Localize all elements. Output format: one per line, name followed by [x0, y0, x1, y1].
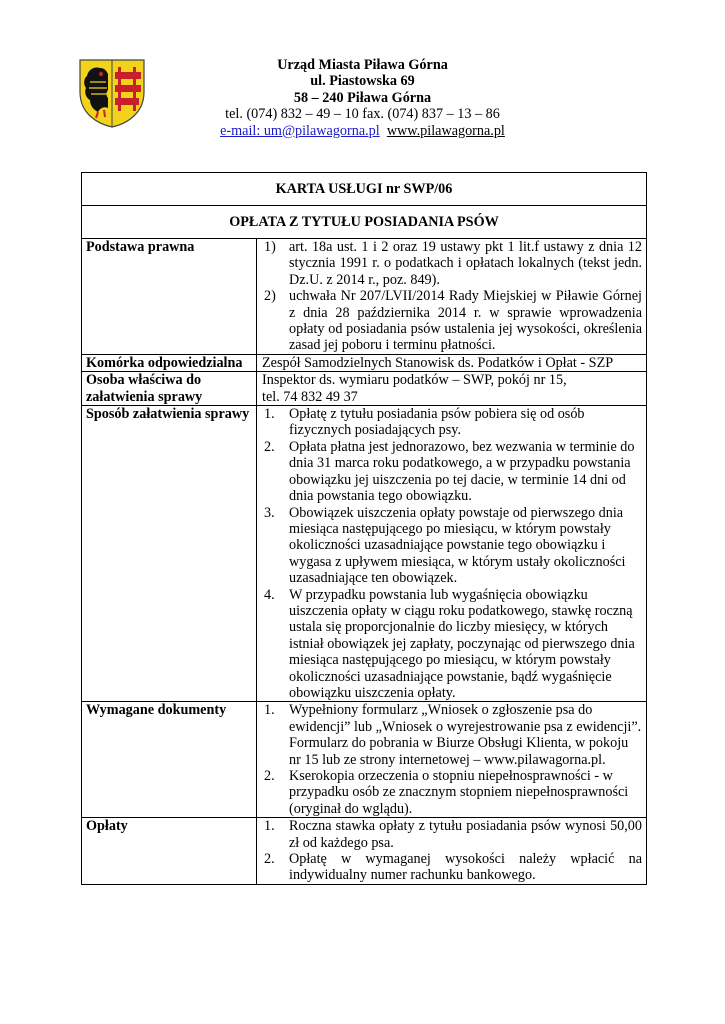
email-link[interactable]: e-mail: um@pilawagorna.pl: [220, 122, 380, 139]
row-legal-basis: [82, 239, 647, 355]
list-item: [262, 851, 642, 884]
item-number: 2): [264, 288, 276, 305]
card-title: [82, 173, 647, 206]
item-text: art. 18a ust. 1 i 2 oraz 19 ustawy pkt 1 lit.f ustawy z dnia 12 stycznia 1991 r. o podatkach i opłatach lokalnych (tekst jedn. Dz.U. z 2014 r., poz. 849).: [289, 239, 642, 288]
list-item: [262, 439, 642, 505]
office-city: 58 – 240 Piława Górna: [293, 89, 432, 106]
list-item: [262, 406, 642, 439]
item-text: Opłata płatna jest jednorazowo, bez wezwania w terminie do dnia 31 marca roku podatkowego, a w przypadku powstania obowiązku jej uiszczenia po tej dacie, w terminie 14 dni od dnia powstania tego obowiązku.: [289, 438, 635, 505]
item-number: 1): [264, 239, 276, 255]
contact-person-position: Inspektor ds. wymiaru podatków – SWP, pokój nr 15,: [262, 372, 567, 389]
office-name: Urząd Miasta Piława Górna: [277, 57, 448, 73]
item-number: 1.: [264, 702, 275, 719]
item-text: W przypadku powstania lub wygaśnięcia obowiązku uiszczenia opłaty w ciągu roku podatkowego, stawkę roczną ustala się proporcjonalnie do liczby miesięcy, w których istniał obowiązek jej zapłaty, poczynając od pierwszego dnia miesiąca następującego po miesiącu, w którym powstały okoliczności uzasadniające powstanie, bądź wygaśnięcie obowiązku uiszczenia opłaty.: [289, 586, 635, 701]
service-card: [81, 172, 647, 885]
item-number: 2.: [264, 438, 275, 455]
list-item: [262, 768, 642, 817]
item-number: 1.: [264, 406, 275, 423]
label-procedure: Sposób załatwienia sprawy: [82, 406, 257, 702]
item-text: Opłatę w wymaganej wysokości należy wpłacić na indywidualny numer rachunku bankowego.: [289, 851, 642, 884]
label-legal-basis: Podstawa prawna: [82, 239, 257, 355]
label-responsible-unit: Komórka odpowiedzialna: [82, 354, 257, 371]
website-link[interactable]: www.pilawagorna.pl: [386, 122, 505, 139]
office-phone: tel. (074) 832 – 49 – 10 fax. (074) 837 – 13 – 86: [225, 106, 500, 123]
value-fees: [257, 818, 647, 885]
value-required-documents: [257, 702, 647, 818]
card-title-text: KARTA USŁUGI nr SWP/06: [275, 180, 453, 197]
item-number: 3.: [264, 504, 275, 521]
item-number: 2.: [264, 851, 275, 868]
item-text: Kserokopia orzeczenia o stopniu niepełnosprawności - w przypadku osób ze znacznym stopniem niepełnosprawności (oryginał do wglądu).: [289, 768, 629, 817]
list-item: [262, 288, 642, 354]
label-fees: Opłaty: [82, 818, 257, 885]
label-required-documents: Wymagane dokumenty: [82, 702, 257, 818]
value-responsible-unit: Zespół Samodzielnych Stanowisk ds. Podatków i Opłat - SZP: [257, 354, 647, 371]
list-item: [262, 505, 642, 587]
value-contact-person: [257, 372, 647, 406]
coat-of-arms-icon: [78, 58, 146, 128]
list-item: [262, 239, 642, 288]
value-legal-basis: [257, 239, 647, 355]
value-procedure: [257, 406, 647, 702]
list-item: [262, 702, 642, 768]
item-number: 4.: [264, 586, 275, 603]
label-contact-person: Osoba właściwa do załatwienia sprawy: [82, 372, 257, 406]
office-contact-links: [150, 123, 575, 139]
item-text: Roczna stawka opłaty z tytułu posiadania psów wynosi 50,00 zł od każdego psa.: [289, 818, 642, 851]
card-subtitle-text: OPŁATA Z TYTUŁU POSIADANIA PSÓW: [229, 213, 499, 230]
item-text: Opłatę z tytułu posiadania psów pobiera się od osób fizycznych posiadających psy.: [289, 406, 585, 439]
item-number: 2.: [264, 768, 275, 784]
row-responsible-unit: [82, 354, 647, 371]
item-text: uchwała Nr 207/LVII/2014 Rady Miejskiej w Piławie Górnej z dnia 28 października 2014 r. w sprawie wprowadzenia opłaty od posiadania psów ustalenia jej wysokości, określenia zasad jej poboru i terminu płatności.: [289, 288, 642, 354]
row-contact-person: [82, 372, 647, 406]
row-required-documents: [82, 702, 647, 818]
row-fees: [82, 818, 647, 885]
office-street: ul. Piastowska 69: [310, 73, 415, 90]
list-item: [262, 587, 642, 702]
office-header: [150, 57, 575, 139]
item-number: 1.: [264, 818, 275, 835]
contact-person-phone: tel. 74 832 49 37: [262, 388, 358, 405]
item-text: Wypełniony formularz „Wniosek o zgłoszenie psa do ewidencji” lub „Wniosek o wyrejestrowanie psa z ewidencji”. Formularz do pobrania w Biurze Obsługi Klienta, w pokoju nr 15 lub ze strony internetowej – www.pilawagorna.pl.: [289, 702, 642, 768]
card-subtitle: [82, 206, 647, 239]
row-procedure: [82, 406, 647, 702]
item-text: Obowiązek uiszczenia opłaty powstaje od pierwszego dnia miesiąca następującego po miesiącu, w którym powstały okoliczności uzasadniające powstanie tego obowiązku i wygasa z upływem miesiąca, w którym ustały okoliczności uzasadniające ten obowiązek.: [289, 504, 626, 587]
list-item: [262, 818, 642, 851]
